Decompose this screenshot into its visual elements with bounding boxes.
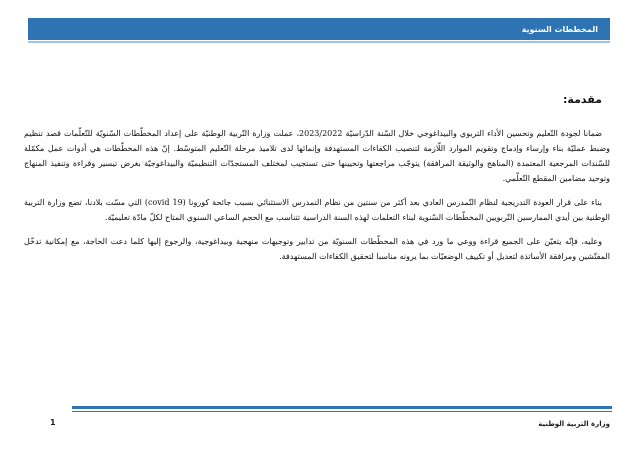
paragraph-conclusion: وعليه، فإنّه يتعيّن على الجميع قراءة ووعي ما ورد في هذه المخطّطات السنويّة من تدابير وتوجيهات منهجية وبيداغوجية، والرجوع إليها كلما دعت الحاجة، مع إمكانية تدخّل المفتّشين ومرافقة الأساتذة لتعديل أو تكييف الوضعيّات بما يرونه مناسبا لتحقيق الكفاءات المستهدفة. [24, 237, 610, 261]
footer-ministry-name: وزارة التربية الوطنية [538, 420, 610, 428]
paragraph-return: بناء على قرار العودة التدريجية لنظام التّمدرس العادي بعد أكثر من سنتين من نظام التمدرس الاستثنائي بسبب جائحة كورونا (covid 19) التي مسّت بلادنا، تضع وزارة التربية الوطنية بين أيدي الممارسين التّربويين المخطّطات السّنوية لبناء التعلمات لهذه السنة الدراسية تتناسب مع الحجم الساعي السنوي المتاح لكلّ مادّة تعليميّة. [24, 198, 610, 222]
paragraph-intro: ضمانا لجودة التّعليم وتحسين الأداء التربوي والبيداغوجي خلال السّنة الدّراسيّة 2023/2022، عملت وزارة التّربية الوطنيّة على إعداد المخطّطات السّنويّة للتّعلّمات قصد تنظيم وضبط عمليّة بناء وإرساء وإدماج وتقويم الموارد اللّازمة لتنصيب الكفاءات المستهدفة وإنمائها لدى تلاميذ مرحلة التّعليم المتوسّط. إنّ هذه المخطّطات هي أدوات عمل مكمّلة للسّندات المرجعية المعتمدة (المناهج والوثيقة المرافقة) يتوجّب مراجعتها وتحيينها حتى تستجيب لمختلف المستجدّات التنظيميّة والبيداغوجيّة بغرض تيسير وقراءة وتنفيذ المنهاج وتوحيد مضامين المقطع التّعلّمي. [24, 129, 610, 183]
document-body [24, 126, 610, 273]
page-number: 1 [50, 418, 56, 427]
header-title: المخططات السنوية [521, 24, 598, 34]
header-underline [28, 41, 610, 43]
section-heading: مقدمة: [563, 93, 602, 106]
page-header-bar [28, 18, 610, 40]
footer-divider [72, 406, 612, 409]
footer-divider-thin [72, 411, 612, 412]
